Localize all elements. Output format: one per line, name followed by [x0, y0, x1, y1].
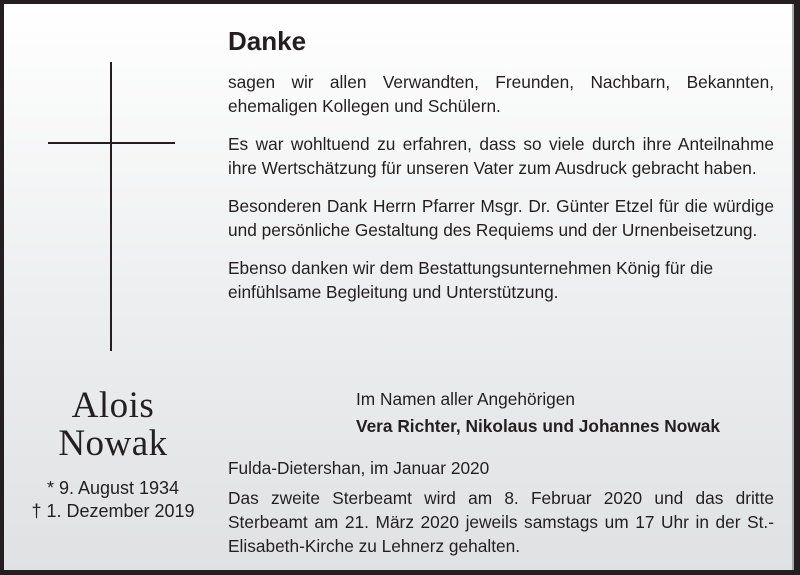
- paragraph-thanks: sagen wir allen Verwandten, Freunden, Nachbarn, Bekannten, ehemaligen Kollegen und Schülern.: [228, 72, 774, 116]
- life-dates: [4, 477, 222, 523]
- signoff-intro: Im Namen aller Angehörigen: [356, 389, 576, 409]
- birth-date: * 9. August 1934: [46, 478, 180, 498]
- obituary-card: [4, 4, 794, 570]
- signoff: [356, 387, 720, 438]
- paragraph-sympathy: Es war wohltuend zu erfahren, dass so viele durch ihre Anteilnahme ihre Wertschätzung für unseren Vater zum Ausdruck gebracht haben.: [228, 134, 774, 178]
- paragraph-undertaker: Ebenso danken wir dem Bestattungsunternehmen König für die einfühlsame Begleitung und Unterstützung.: [228, 258, 714, 302]
- thank-you-text: [228, 26, 774, 304]
- place-date: Fulda-Dietershan, im Januar 2020: [228, 458, 490, 478]
- heading: Danke: [228, 26, 307, 56]
- deceased-block: [4, 387, 222, 523]
- cross-vertical-bar: [110, 62, 112, 351]
- deceased-first-name: Alois: [71, 385, 155, 426]
- footer: [228, 456, 774, 558]
- signoff-names: Vera Richter, Nikolaus und Johannes Nowak: [356, 416, 720, 436]
- mass-notice: Das zweite Sterbeamt wird am 8. Februar 2020 und das dritte Sterbeamt am 21. März 2020 jeweils samstags um 17 Uhr in der St.-Elisabeth-Kirche zu Lehnerz gehalten.: [228, 488, 774, 556]
- cross-horizontal-bar: [48, 142, 175, 144]
- paragraph-priest: Besonderen Dank Herrn Pfarrer Msgr. Dr. Günter Etzel für die würdige und persönliche Gestaltung des Requiems und der Urnenbeisetzung.: [228, 196, 774, 240]
- deceased-last-name: Nowak: [58, 423, 168, 464]
- death-date: † 1. Dezember 2019: [31, 501, 195, 521]
